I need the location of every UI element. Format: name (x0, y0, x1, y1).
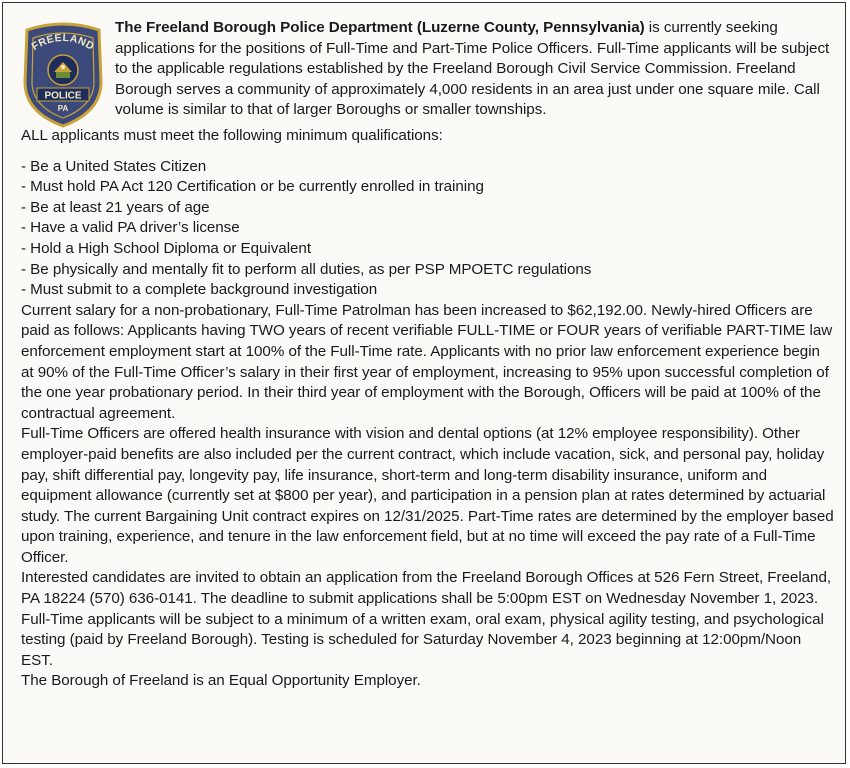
salary-paragraph: Current salary for a non-probationary, Full-Time Patrolman has been increased to $62,192.00. Newly-hired Officers are paid as follows: Applicants having TWO years of recent verifiable FULL-TIME or FOUR years of verifiable PART-TIME law enforcement employment start at 100% of the Full-Time rate. Applicants with no prior law enforcement experience begin at 90% of the Full-Time Officer’s salary in their first year of employment, increasing to 95% upon successful completion of the one year probationary period. In their third year of employment with the Borough, Officers will be paid at 100% of the contractual agreement. (21, 301, 833, 422)
list-item: - Have a valid PA driver’s license (21, 219, 240, 237)
badge-state-text: PA (57, 104, 69, 113)
testing-paragraph: Full-Time applicants will be subject to a minimum of a written exam, oral exam, physical agility testing, and psychological testing (paid by Freeland Borough). Testing is scheduled for Saturday November 4, 2023 beginning at 12:00pm/Noon EST. (21, 610, 824, 669)
eeo-statement: The Borough of Freeland is an Equal Opportunity Employer. (21, 672, 421, 690)
list-item: - Be at least 21 years of age (21, 198, 210, 216)
list-item: - Must submit to a complete background investigation (21, 281, 378, 299)
list-item: - Must hold PA Act 120 Certification or be currently enrolled in training (21, 178, 484, 196)
list-item: - Be a United States Citizen (21, 157, 207, 175)
list-item: - Hold a High School Diploma or Equivalent (21, 239, 311, 257)
header-block (21, 18, 835, 126)
qualifications-heading: ALL applicants must meet the following minimum qualifications: (21, 127, 443, 144)
qualifications-list (21, 157, 835, 301)
intro-paragraph (115, 18, 837, 121)
badge-bottom-text: POLICE (44, 90, 82, 102)
intro-rest-text: is currently seeking applications for the positions of Full-Time and Part-Time Police Officers. Full-Time applicants will be subject to the applicable regulations established by the Freeland Borough Civil Service Commission. Freeland Borough serves a community of approximately 4,000 residents in an area just under one square mile. Call volume is similar to that of larger Boroughs or smaller townships. (115, 19, 830, 119)
ad-content (21, 18, 835, 692)
intro-bold-text: The Freeland Borough Police Department (Luzerne County, Pennsylvania) (115, 19, 645, 36)
ad-frame (2, 2, 846, 764)
badge-top-text: FREELAND (29, 31, 97, 53)
benefits-paragraph: Full-Time Officers are offered health insurance with vision and dental options (at 12% employee responsibility). Other employer-paid benefits are also included per the current contract, which include vacation, sick, and personal pay, holiday pay, shift differential pay, longevity pay, life insurance, short-term and long-term disability insurance, uniform and equipment allowance (currently set at $800 per year), and participation in a pension plan at rates determined by actuarial study. The current Bargaining Unit contract expires on 12/31/2025. Part-Time rates are determined by the employer based upon training, experience, and tenure in the law enforcement field, but at no time will exceed the pay rate of a Full-Time Officer. (21, 425, 834, 566)
list-item: - Be physically and mentally fit to perform all duties, as per PSP MPOETC regulations (21, 260, 592, 278)
police-badge-icon (21, 20, 105, 128)
application-paragraph: Interested candidates are invited to obtain an application from the Freeland Borough Offices at 526 Fern Street, Freeland, PA 18224 (570) 636-0141. The deadline to submit applications shall be 5:00pm EST on Wednesday November 1, 2023. (21, 569, 832, 608)
